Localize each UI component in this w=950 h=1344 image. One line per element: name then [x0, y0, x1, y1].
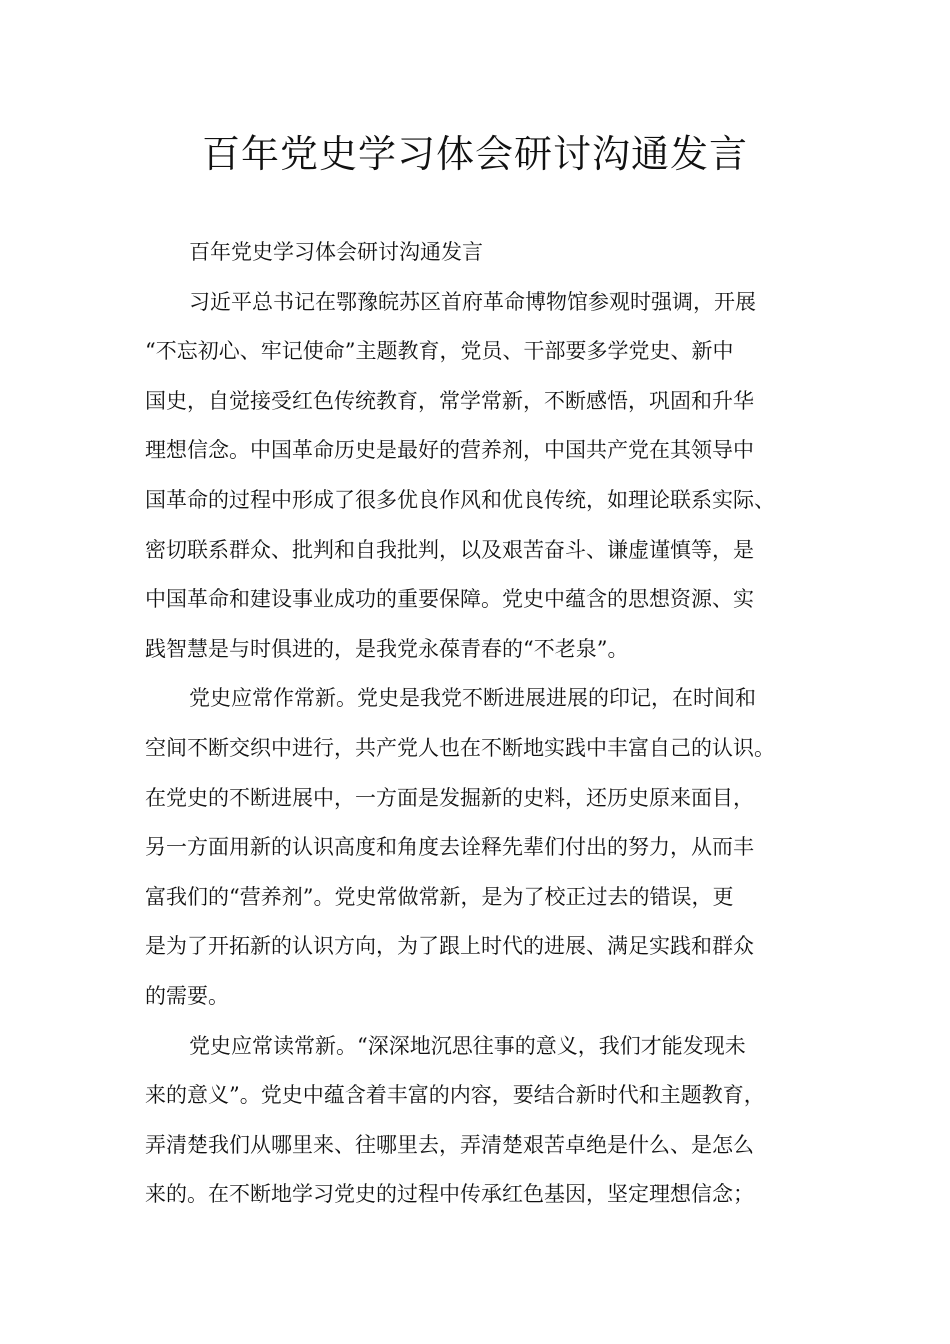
document-title: 百年党史学习体会研讨沟通发言 [201, 132, 748, 176]
text-line: 践智慧是与时俱进的，是我党永葆青春的“不老泉”。 [145, 636, 629, 661]
paragraph [145, 674, 835, 1021]
text-line: 国革命的过程中形成了很多优良作风和优良传统，如理论联系实际、 [145, 487, 775, 512]
text-line: 党史应常读常新。“深深地沉思往事的意义，我们才能发现未 [189, 1033, 746, 1058]
paragraph [145, 1022, 835, 1220]
text-line: 另一方面用新的认识高度和角度去诠释先辈们付出的努力，从而丰 [145, 835, 754, 860]
text-line: 密切联系群众、批判和自我批判，以及艰苦奋斗、谦虚谨慎等，是 [145, 537, 754, 562]
text-line: 来的。在不断地学习党史的过程中传承红色基因，坚定理想信念； [145, 1182, 754, 1207]
text-line: 富我们的“营养剂”。党史常做常新，是为了校正过去的错误，更 [145, 884, 734, 909]
text-line: 百年党史学习体会研讨沟通发言 [189, 240, 483, 264]
text-line: 弄清楚我们从哪里来、往哪里去，弄清楚艰苦卓绝是什么、是怎么 [145, 1132, 754, 1157]
paragraph [145, 278, 835, 675]
text-line: 来的意义”。党史中蕴含着丰富的内容，要结合新时代和主题教育， [145, 1083, 765, 1108]
text-line: 是为了开拓新的认识方向，为了跟上时代的进展、满足实践和群众 [145, 934, 754, 959]
text-line: 空间不断交织中进行，共产党人也在不断地实践中丰富自己的认识。 [145, 735, 775, 760]
text-line: 国史，自觉接受红色传统教育，常学常新，不断感悟，巩固和升华 [145, 388, 754, 413]
document-body [145, 228, 835, 1220]
paragraph [145, 228, 835, 278]
text-line: 中国革命和建设事业成功的重要保障。党史中蕴含的思想资源、实 [145, 587, 754, 612]
text-line: 理想信念。中国革命历史是最好的营养剂，中国共产党在其领导中 [145, 438, 754, 463]
text-line: 的需要。 [145, 983, 229, 1008]
text-line: 习近平总书记在鄂豫皖苏区首府革命博物馆参观时强调，开展 [189, 289, 756, 314]
text-line: “不忘初心、牢记使命”主题教育，党员、干部要多学党史、新中 [145, 339, 734, 364]
text-line: 党史应常作常新。党史是我党不断进展进展的印记，在时间和 [189, 686, 756, 711]
text-line: 在党史的不断进展中，一方面是发掘新的史料，还历史原来面目， [145, 785, 754, 810]
